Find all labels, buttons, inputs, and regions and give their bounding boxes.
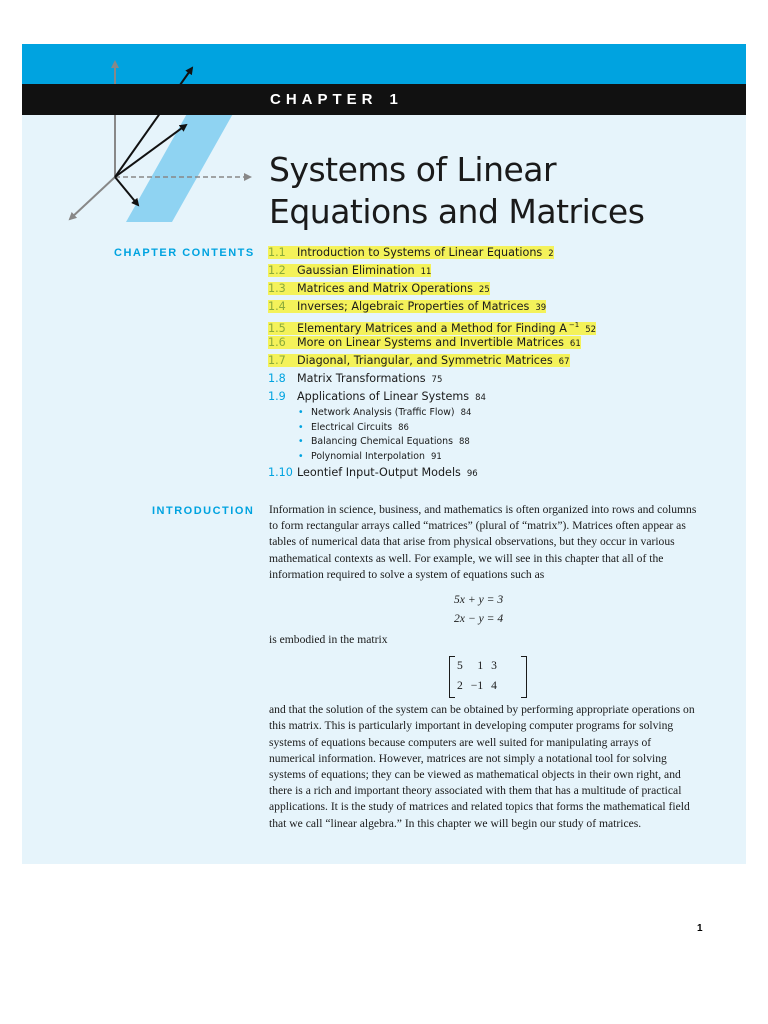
matrix-cell: −1 xyxy=(470,679,484,693)
section-number: 1.7 xyxy=(268,354,286,367)
section-number: 1.5 xyxy=(268,321,286,335)
subsection-item[interactable] xyxy=(268,450,728,465)
chapter-title xyxy=(269,149,729,233)
contents-item[interactable] xyxy=(268,316,728,334)
section-page: 67 xyxy=(558,357,570,367)
section-number: 1.6 xyxy=(268,336,286,349)
subsection-title: Electrical Circuits xyxy=(311,421,393,433)
introduction-body xyxy=(269,502,699,832)
contents-item[interactable] xyxy=(268,298,728,316)
matrix-cell: 3 xyxy=(491,659,497,673)
subsection-item[interactable] xyxy=(268,435,728,450)
subsection-title: Network Analysis (Traffic Flow) xyxy=(311,407,455,418)
section-title: Applications of Linear Systems xyxy=(297,390,470,403)
section-page: 52 xyxy=(585,324,597,335)
matrix-cell: 1 xyxy=(477,659,484,673)
contents-item[interactable] xyxy=(268,280,728,298)
contents-item[interactable] xyxy=(268,262,728,280)
matrix-cell: 2 xyxy=(457,679,463,693)
section-page: 96 xyxy=(466,469,478,479)
bullet-icon: • xyxy=(298,450,304,462)
title-line-2: Equations and Matrices xyxy=(269,192,645,231)
equation-2: 2x − y = 4 xyxy=(454,612,504,626)
bullet-icon: • xyxy=(298,436,304,447)
subsection-item[interactable] xyxy=(268,406,728,421)
contents-item[interactable] xyxy=(268,244,728,262)
section-page: 39 xyxy=(535,303,547,313)
equation-system xyxy=(454,590,699,628)
intro-paragraph-3: and that the solution of the system can be obtained by performing appropriate operations on this matrix. This is particularly important in developing computer programs for solving systems of equations because computers are well suited for manipulating arrays of numerical information. However, matrices are not simply a notational tool for solving systems of equations; they can be viewed as mathematical objects in their own right, and there is a rich and important theory associated with them that has a multitude of practical applications. It is the study of matrices and related topics that forms the mathematical field that we call “linear algebra.” In this chapter we will begin our study of matrices. xyxy=(269,703,695,830)
subsection-title: Polynomial Interpolation xyxy=(311,450,425,462)
section-page: 75 xyxy=(431,375,443,385)
subsection-page: 86 xyxy=(398,422,409,433)
subsection-item[interactable] xyxy=(268,421,728,436)
matrix-cell: 4 xyxy=(491,679,497,693)
section-title: Diagonal, Triangular, and Symmetric Matrices xyxy=(297,354,553,367)
subsection-page: 91 xyxy=(430,451,442,462)
contents-item[interactable] xyxy=(268,352,728,370)
section-number: 1.3 xyxy=(268,282,286,295)
chapter-number: 1 xyxy=(389,91,403,108)
contents-label: CHAPTER CONTENTS xyxy=(114,247,255,259)
intro-paragraph-1: Information in science, business, and mathematics is often organized into rows and columns to form rectangular arrays called “matrices” (plural of “matrix”). Matrices often appear as tables of numerical data that arise from physical observations, but they occur in various mathematical contexts as well. For example, we will see in this chapter that all of the information required to solve a system of equations such as xyxy=(269,503,697,581)
contents-item[interactable] xyxy=(268,388,728,406)
matrix-cell: 5 xyxy=(457,659,463,673)
intro-paragraph-2: is embodied in the matrix xyxy=(269,633,388,647)
contents-item[interactable] xyxy=(268,370,728,388)
section-title: Elementary Matrices and a Method for Finding A xyxy=(297,321,567,335)
section-title: More on Linear Systems and Invertible Matrices xyxy=(297,336,564,349)
chapter-word: CHAPTER xyxy=(270,91,378,108)
contents-item[interactable] xyxy=(268,334,728,352)
chapter-label xyxy=(270,91,403,108)
section-title: Introduction to Systems of Linear Equations xyxy=(297,246,543,259)
section-title: Matrices and Matrix Operations xyxy=(297,282,473,295)
section-title: Leontief Input-Output Models xyxy=(297,466,461,479)
subsection-title: Balancing Chemical Equations xyxy=(311,436,453,447)
section-superscript: −1 xyxy=(568,321,580,329)
section-number: 1.9 xyxy=(268,390,286,403)
section-number: 1.4 xyxy=(268,300,286,313)
bullet-icon: • xyxy=(298,407,304,418)
section-page: 84 xyxy=(475,393,486,403)
section-page: 11 xyxy=(420,267,432,277)
section-number: 1.10 xyxy=(268,466,293,479)
subsection-page: 84 xyxy=(460,408,472,418)
contents-list xyxy=(268,244,728,484)
vector-diagram-icon xyxy=(22,44,282,244)
section-number: 1.2 xyxy=(268,264,286,277)
section-number: 1.8 xyxy=(268,372,286,385)
section-page: 2 xyxy=(548,249,554,259)
title-line-1: Systems of Linear xyxy=(269,150,557,189)
subsection-page: 88 xyxy=(458,437,470,447)
page-number: 1 xyxy=(697,923,703,934)
section-title: Gaussian Elimination xyxy=(297,264,415,277)
section-page: 61 xyxy=(569,339,581,349)
vector-3 xyxy=(115,177,138,205)
section-page: 25 xyxy=(478,285,490,295)
section-title: Inverses; Algebraic Properties of Matrices xyxy=(297,300,530,313)
section-number: 1.1 xyxy=(268,246,286,259)
augmented-matrix xyxy=(449,656,527,696)
matrix-table xyxy=(453,656,501,696)
equation-1: 5x + y = 3 xyxy=(454,593,504,607)
introduction-label: INTRODUCTION xyxy=(152,505,255,517)
section-title: Matrix Transformations xyxy=(297,372,426,385)
x-axis xyxy=(70,177,115,219)
bullet-icon: • xyxy=(298,421,304,433)
right-bracket xyxy=(521,656,527,698)
contents-item[interactable] xyxy=(268,464,728,484)
